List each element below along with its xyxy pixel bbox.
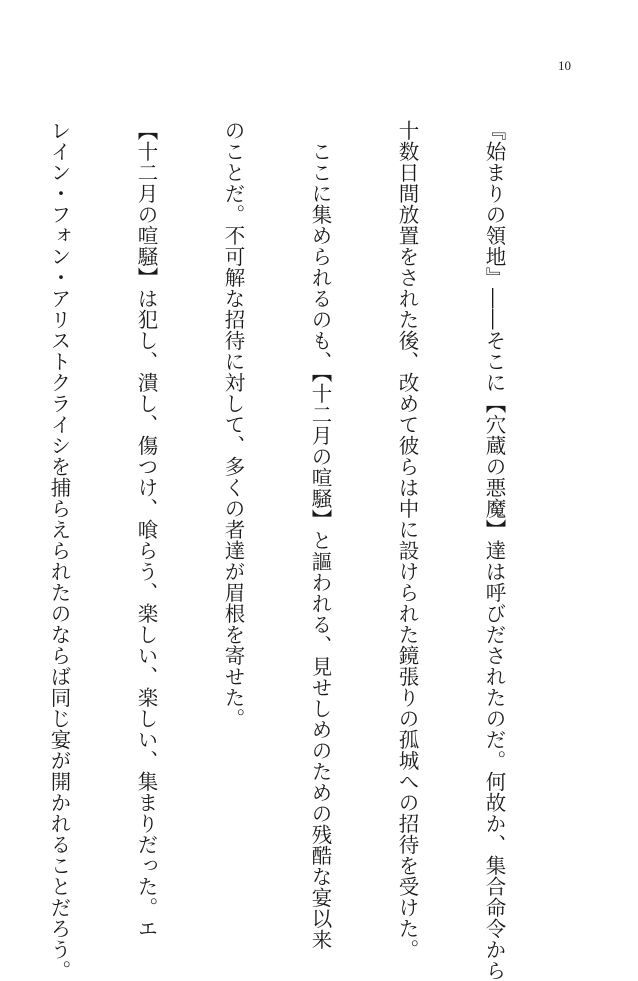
- text-line: 【十二月の喧騒】は犯し、潰し、傷つけ、喰らう、楽しい、楽しい、集まりだった。エ: [134, 120, 158, 939]
- text-line: ここに集められるのも、【十二月の喧騒】と謳われる、見せしめのための残酷な宴以来: [308, 120, 332, 950]
- text-line: 十数日間放置をされた後、改めて彼らは中に設けられた鏡張りの孤城への招待を受けた。: [395, 120, 419, 960]
- page-number: 10: [558, 58, 571, 73]
- vertical-text-body: [0, 120, 566, 981]
- text-line: のことだ。不可解な招待に対して、多くの者達が眉根を寄せた。: [221, 120, 245, 729]
- text-line: レイン・フォン・アリストクライシを捕らえられたのならば同じ宴が開かれることだろう。: [47, 120, 71, 981]
- text-line: 『始まりの領地』――そこに【穴蔵の悪魔】達は呼びだされたのだ。何故か、集合命令から: [482, 120, 506, 981]
